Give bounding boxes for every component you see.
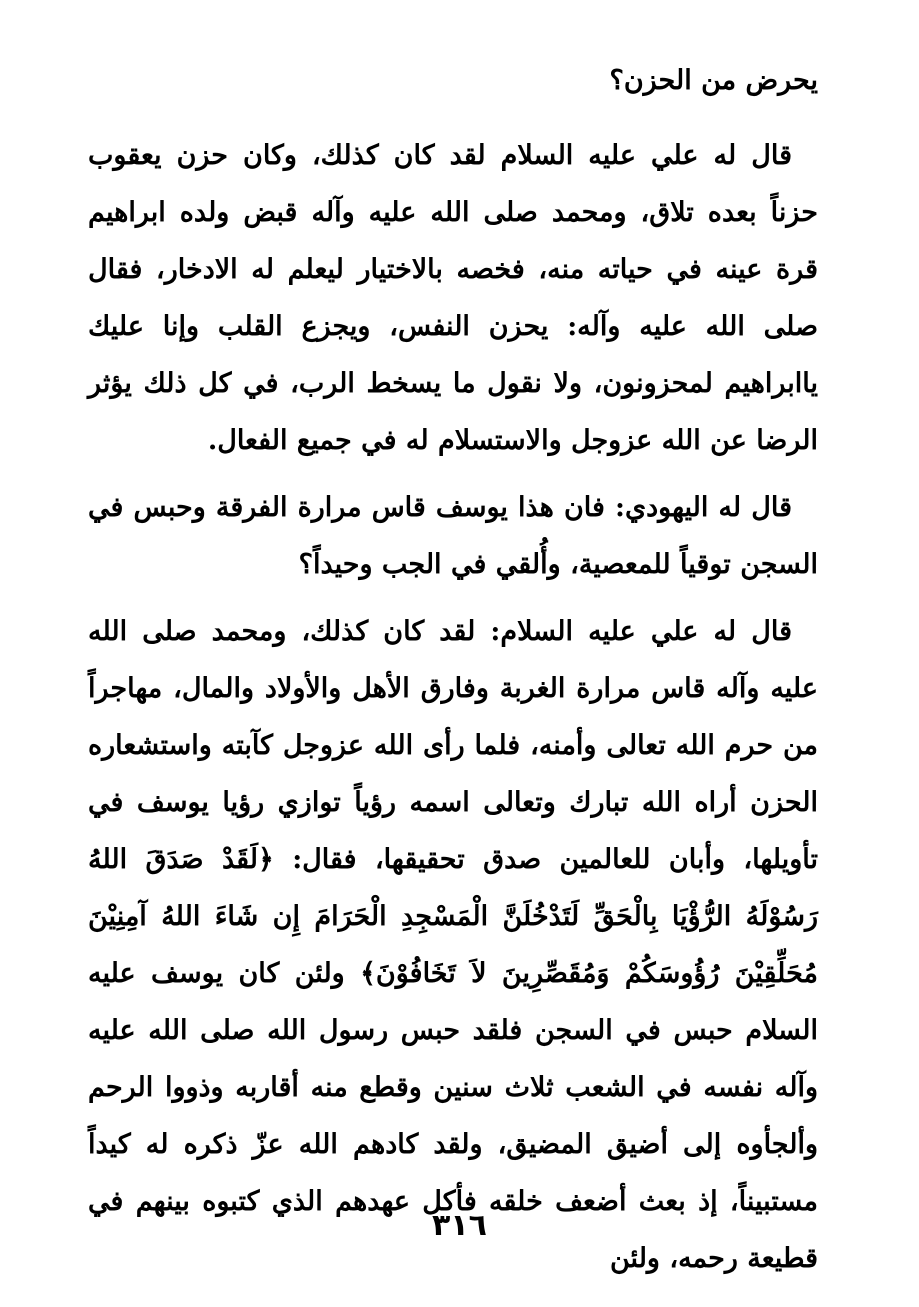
page-number: ٣١٦: [432, 1208, 487, 1243]
continuation-line: يحرض من الحزن؟: [609, 65, 818, 96]
page-body: [88, 52, 818, 1297]
paragraph-jew-question: قال له اليهودي: فان هذا يوسف قاس مرارة الفرقة وحبس في السجن توقياً للمعصية، وأُلقي في الجب وحيداً؟: [88, 492, 818, 580]
paragraph-ali-reply-1: قال له علي عليه السلام لقد كان كذلك، وكان حزن يعقوب حزناً بعده تلاق، ومحمد صلى الله عليه وآله قبض ولده ابراهيم قرة عينه في حياته منه، فخصه بالاختيار ليعلم له الادخار، فقال صلى الله عليه وآله: يحزن النفس، ويجزع القلب وإنا عليك ياابراهيم لمحزونون، ولا نقول ما يسخط الرب، في كل ذلك يؤثر الرضا عن الله عزوجل والاستسلام له في جميع الفعال.: [88, 140, 818, 456]
paragraph-ali-reply-2: قال له علي عليه السلام: لقد كان كذلك، ومحمد صلى الله عليه وآله قاس مرارة الغربة وفارق الأهل والأولاد والمال، مهاجراً من حرم الله تعالى وأمنه، فلما رأى الله عزوجل كآبته واستشعاره الحزن أراه الله تبارك وتعالى اسمه رؤياً توازي رؤيا يوسف في تأويلها، وأبان للعالمين صدق تحقيقها، فقال: ﴿لَقَدْ صَدَقَ اللهُ رَسُوْلَهُ الرُّؤْيَا بِالْحَقِّ لَتَدْخُلَنَّ الْمَسْجِدِ الْحَرَامَ إِن شَاءَ اللهُ آمِنِيْنَ مُحَلِّقِيْنَ رُؤُوسَكُمْ وَمُقَصِّرِينَ لاَ تَخَافُوْنَ﴾ ولئن كان يوسف عليه السلام حبس في السجن فلقد حبس رسول الله صلى الله عليه وآله نفسه في الشعب ثلاث سنين وقطع منه أقاربه وذووا الرحم وألجأوه إلى أضيق المضيق، ولقد كادهم الله عزّ ذكره له كيداً مستبيناً، إذ بعث أضعف خلقه فأكل عهدهم الذي كتبوه بينهم في قطيعة رحمه، ولئن: [88, 616, 818, 1274]
